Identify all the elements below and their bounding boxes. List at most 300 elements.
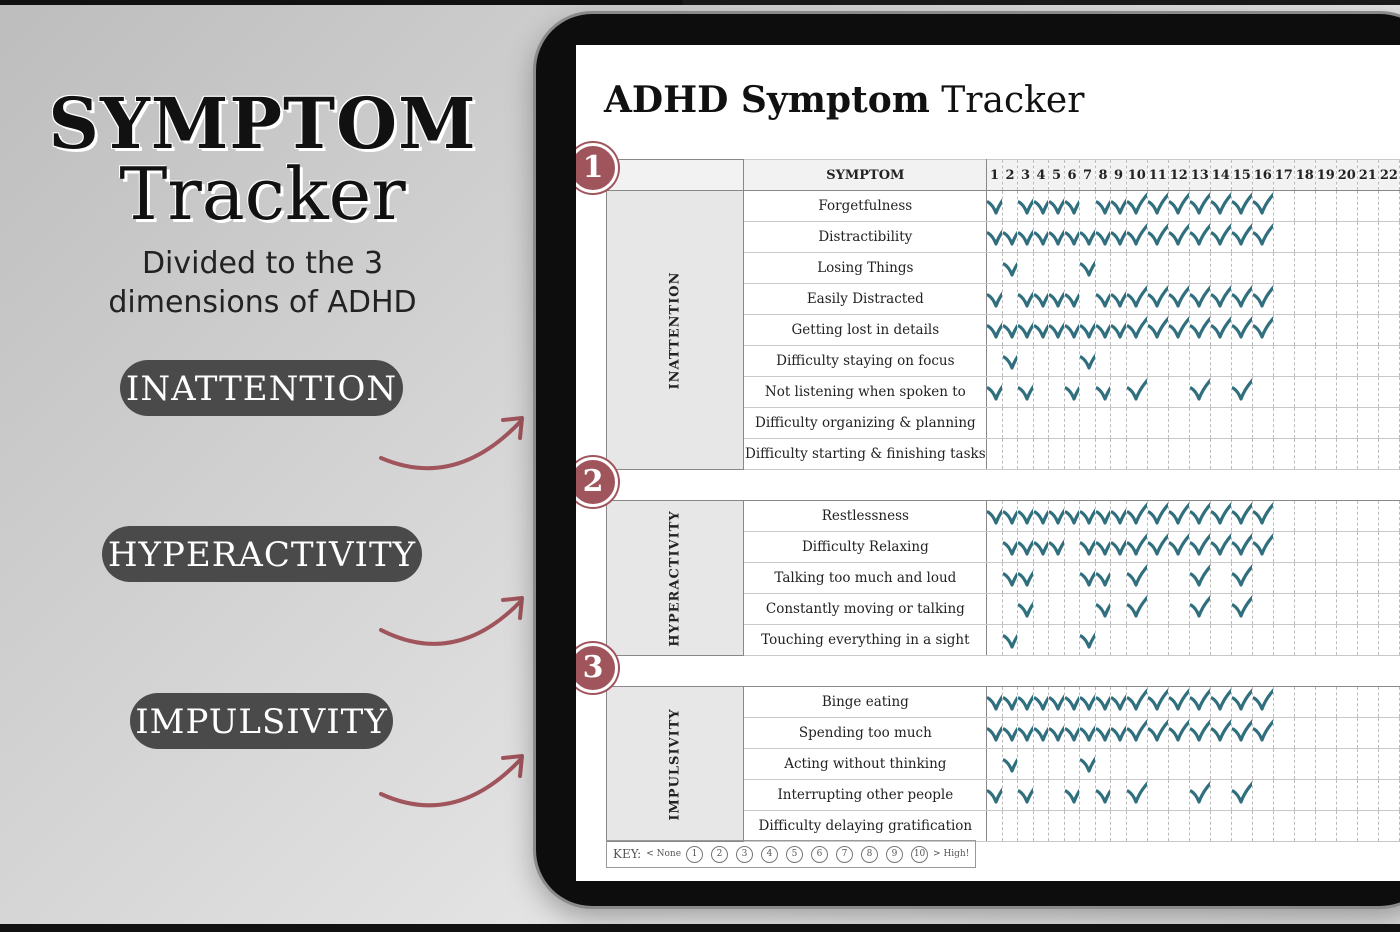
day-cell[interactable] [1002, 563, 1018, 594]
day-cell[interactable] [1126, 594, 1147, 625]
day-cell[interactable] [1273, 749, 1294, 780]
day-cell[interactable] [1273, 532, 1294, 563]
day-cell[interactable] [1002, 594, 1018, 625]
day-cell[interactable] [1357, 377, 1378, 408]
day-cell[interactable] [1168, 749, 1189, 780]
day-cell[interactable] [1049, 532, 1065, 563]
day-cell[interactable] [1336, 718, 1357, 749]
day-cell[interactable] [1273, 811, 1294, 842]
day-cell[interactable] [1064, 687, 1080, 718]
day-cell[interactable] [1033, 315, 1049, 346]
day-cell[interactable] [1378, 594, 1399, 625]
day-cell[interactable] [1080, 625, 1096, 656]
day-cell[interactable] [1033, 222, 1049, 253]
day-cell[interactable] [987, 563, 1003, 594]
day-cell[interactable] [1336, 532, 1357, 563]
day-cell[interactable] [1231, 253, 1252, 284]
day-cell[interactable] [1111, 501, 1127, 532]
day-cell[interactable] [1189, 253, 1210, 284]
day-cell[interactable] [1002, 718, 1018, 749]
day-cell[interactable] [1064, 594, 1080, 625]
day-cell[interactable] [987, 811, 1003, 842]
day-cell[interactable] [1189, 532, 1210, 563]
day-cell[interactable] [1315, 284, 1336, 315]
day-cell[interactable] [1064, 408, 1080, 439]
day-cell[interactable] [1189, 687, 1210, 718]
day-cell[interactable] [1111, 377, 1127, 408]
day-cell[interactable] [1315, 687, 1336, 718]
day-cell[interactable] [1378, 563, 1399, 594]
day-cell[interactable] [1168, 780, 1189, 811]
day-cell[interactable] [1049, 563, 1065, 594]
day-cell[interactable] [1378, 532, 1399, 563]
day-cell[interactable] [1095, 718, 1111, 749]
day-cell[interactable] [1336, 563, 1357, 594]
day-cell[interactable] [1002, 315, 1018, 346]
day-cell[interactable] [1231, 408, 1252, 439]
day-cell[interactable] [987, 346, 1003, 377]
day-cell[interactable] [1231, 594, 1252, 625]
day-cell[interactable] [1189, 377, 1210, 408]
day-cell[interactable] [1294, 191, 1315, 222]
day-cell[interactable] [1049, 687, 1065, 718]
day-cell[interactable] [1126, 222, 1147, 253]
day-cell[interactable] [1080, 532, 1096, 563]
day-cell[interactable] [1357, 408, 1378, 439]
day-cell[interactable] [1189, 315, 1210, 346]
day-cell[interactable] [1049, 315, 1065, 346]
day-cell[interactable] [1049, 749, 1065, 780]
day-cell[interactable] [1049, 222, 1065, 253]
day-cell[interactable] [1049, 253, 1065, 284]
day-cell[interactable] [1147, 284, 1168, 315]
day-cell[interactable] [1252, 501, 1273, 532]
day-cell[interactable] [1147, 594, 1168, 625]
day-cell[interactable] [1168, 625, 1189, 656]
day-cell[interactable] [1126, 718, 1147, 749]
day-cell[interactable] [1189, 594, 1210, 625]
day-cell[interactable] [1095, 811, 1111, 842]
day-cell[interactable] [1095, 191, 1111, 222]
day-cell[interactable] [1252, 563, 1273, 594]
day-cell[interactable] [1126, 749, 1147, 780]
day-cell[interactable] [1111, 625, 1127, 656]
day-cell[interactable] [1231, 625, 1252, 656]
day-cell[interactable] [1231, 811, 1252, 842]
day-cell[interactable] [1336, 439, 1357, 470]
day-cell[interactable] [1378, 284, 1399, 315]
day-cell[interactable] [1049, 284, 1065, 315]
day-cell[interactable] [1095, 687, 1111, 718]
day-cell[interactable] [1189, 408, 1210, 439]
day-cell[interactable] [1231, 191, 1252, 222]
day-cell[interactable] [1080, 811, 1096, 842]
day-cell[interactable] [1168, 408, 1189, 439]
day-cell[interactable] [1126, 811, 1147, 842]
day-cell[interactable] [1033, 594, 1049, 625]
day-cell[interactable] [1378, 780, 1399, 811]
day-cell[interactable] [1111, 191, 1127, 222]
day-cell[interactable] [1378, 749, 1399, 780]
day-cell[interactable] [1002, 501, 1018, 532]
day-cell[interactable] [1080, 408, 1096, 439]
day-cell[interactable] [1147, 687, 1168, 718]
day-cell[interactable] [1357, 284, 1378, 315]
day-cell[interactable] [1210, 625, 1231, 656]
day-cell[interactable] [1336, 315, 1357, 346]
day-cell[interactable] [1294, 408, 1315, 439]
day-cell[interactable] [1080, 191, 1096, 222]
day-cell[interactable] [1018, 563, 1034, 594]
day-cell[interactable] [1064, 253, 1080, 284]
day-cell[interactable] [1111, 718, 1127, 749]
day-cell[interactable] [1336, 625, 1357, 656]
day-cell[interactable] [1273, 346, 1294, 377]
day-cell[interactable] [1252, 687, 1273, 718]
day-cell[interactable] [1002, 377, 1018, 408]
day-cell[interactable] [1378, 501, 1399, 532]
day-cell[interactable] [1189, 811, 1210, 842]
day-cell[interactable] [1168, 439, 1189, 470]
day-cell[interactable] [1033, 718, 1049, 749]
day-cell[interactable] [1315, 594, 1336, 625]
day-cell[interactable] [1095, 501, 1111, 532]
day-cell[interactable] [1033, 253, 1049, 284]
day-cell[interactable] [1018, 346, 1034, 377]
day-cell[interactable] [1111, 315, 1127, 346]
day-cell[interactable] [1002, 780, 1018, 811]
day-cell[interactable] [987, 501, 1003, 532]
day-cell[interactable] [1378, 377, 1399, 408]
day-cell[interactable] [1294, 563, 1315, 594]
day-cell[interactable] [1111, 222, 1127, 253]
day-cell[interactable] [1357, 594, 1378, 625]
day-cell[interactable] [1336, 284, 1357, 315]
day-cell[interactable] [1315, 718, 1336, 749]
day-cell[interactable] [1095, 346, 1111, 377]
day-cell[interactable] [987, 780, 1003, 811]
day-cell[interactable] [1126, 439, 1147, 470]
day-cell[interactable] [1018, 501, 1034, 532]
day-cell[interactable] [1168, 501, 1189, 532]
day-cell[interactable] [1111, 253, 1127, 284]
day-cell[interactable] [1147, 377, 1168, 408]
day-cell[interactable] [1210, 191, 1231, 222]
day-cell[interactable] [1378, 408, 1399, 439]
day-cell[interactable] [1336, 408, 1357, 439]
day-cell[interactable] [1252, 253, 1273, 284]
day-cell[interactable] [1095, 377, 1111, 408]
day-cell[interactable] [1064, 780, 1080, 811]
day-cell[interactable] [1147, 346, 1168, 377]
day-cell[interactable] [1315, 315, 1336, 346]
day-cell[interactable] [1018, 532, 1034, 563]
day-cell[interactable] [1147, 222, 1168, 253]
day-cell[interactable] [1294, 780, 1315, 811]
day-cell[interactable] [1294, 594, 1315, 625]
day-cell[interactable] [1111, 284, 1127, 315]
day-cell[interactable] [1252, 749, 1273, 780]
day-cell[interactable] [1002, 439, 1018, 470]
day-cell[interactable] [1357, 253, 1378, 284]
day-cell[interactable] [1294, 811, 1315, 842]
day-cell[interactable] [1111, 439, 1127, 470]
day-cell[interactable] [1064, 315, 1080, 346]
day-cell[interactable] [1002, 687, 1018, 718]
day-cell[interactable] [1273, 222, 1294, 253]
day-cell[interactable] [1049, 594, 1065, 625]
day-cell[interactable] [1273, 780, 1294, 811]
day-cell[interactable] [1357, 780, 1378, 811]
day-cell[interactable] [1294, 439, 1315, 470]
day-cell[interactable] [1002, 532, 1018, 563]
day-cell[interactable] [1336, 377, 1357, 408]
day-cell[interactable] [1049, 501, 1065, 532]
day-cell[interactable] [1336, 191, 1357, 222]
day-cell[interactable] [1147, 315, 1168, 346]
day-cell[interactable] [1111, 687, 1127, 718]
day-cell[interactable] [1147, 253, 1168, 284]
day-cell[interactable] [1168, 222, 1189, 253]
day-cell[interactable] [1168, 346, 1189, 377]
day-cell[interactable] [1033, 284, 1049, 315]
day-cell[interactable] [1189, 284, 1210, 315]
day-cell[interactable] [1273, 253, 1294, 284]
day-cell[interactable] [1064, 346, 1080, 377]
day-cell[interactable] [1252, 315, 1273, 346]
day-cell[interactable] [1080, 749, 1096, 780]
day-cell[interactable] [1336, 346, 1357, 377]
day-cell[interactable] [1210, 315, 1231, 346]
day-cell[interactable] [1315, 191, 1336, 222]
day-cell[interactable] [1210, 718, 1231, 749]
day-cell[interactable] [1231, 563, 1252, 594]
day-cell[interactable] [1357, 625, 1378, 656]
day-cell[interactable] [1095, 625, 1111, 656]
day-cell[interactable] [1002, 749, 1018, 780]
day-cell[interactable] [1033, 780, 1049, 811]
day-cell[interactable] [1126, 687, 1147, 718]
day-cell[interactable] [1315, 532, 1336, 563]
day-cell[interactable] [1147, 439, 1168, 470]
day-cell[interactable] [1111, 532, 1127, 563]
day-cell[interactable] [1294, 377, 1315, 408]
day-cell[interactable] [1336, 594, 1357, 625]
day-cell[interactable] [987, 191, 1003, 222]
day-cell[interactable] [1033, 625, 1049, 656]
day-cell[interactable] [1315, 780, 1336, 811]
day-cell[interactable] [1049, 191, 1065, 222]
day-cell[interactable] [1273, 191, 1294, 222]
day-cell[interactable] [1002, 284, 1018, 315]
day-cell[interactable] [1095, 253, 1111, 284]
day-cell[interactable] [1147, 780, 1168, 811]
day-cell[interactable] [1080, 718, 1096, 749]
day-cell[interactable] [1357, 315, 1378, 346]
day-cell[interactable] [1378, 315, 1399, 346]
day-cell[interactable] [1336, 501, 1357, 532]
day-cell[interactable] [1315, 811, 1336, 842]
day-cell[interactable] [1294, 749, 1315, 780]
day-cell[interactable] [1111, 749, 1127, 780]
day-cell[interactable] [1168, 284, 1189, 315]
day-cell[interactable] [1080, 346, 1096, 377]
day-cell[interactable] [1095, 408, 1111, 439]
day-cell[interactable] [1189, 749, 1210, 780]
day-cell[interactable] [1126, 253, 1147, 284]
day-cell[interactable] [1147, 408, 1168, 439]
day-cell[interactable] [1294, 222, 1315, 253]
day-cell[interactable] [1273, 563, 1294, 594]
day-cell[interactable] [1273, 718, 1294, 749]
day-cell[interactable] [1002, 408, 1018, 439]
day-cell[interactable] [1033, 811, 1049, 842]
day-cell[interactable] [1018, 687, 1034, 718]
day-cell[interactable] [1018, 594, 1034, 625]
day-cell[interactable] [1095, 532, 1111, 563]
day-cell[interactable] [1357, 346, 1378, 377]
day-cell[interactable] [1033, 377, 1049, 408]
day-cell[interactable] [1126, 191, 1147, 222]
day-cell[interactable] [1126, 780, 1147, 811]
day-cell[interactable] [1273, 625, 1294, 656]
day-cell[interactable] [1231, 284, 1252, 315]
day-cell[interactable] [1033, 408, 1049, 439]
day-cell[interactable] [1168, 594, 1189, 625]
day-cell[interactable] [1002, 346, 1018, 377]
day-cell[interactable] [1126, 284, 1147, 315]
day-cell[interactable] [1210, 408, 1231, 439]
day-cell[interactable] [1126, 315, 1147, 346]
day-cell[interactable] [1095, 594, 1111, 625]
day-cell[interactable] [1210, 284, 1231, 315]
day-cell[interactable] [1273, 594, 1294, 625]
day-cell[interactable] [1357, 191, 1378, 222]
day-cell[interactable] [1018, 284, 1034, 315]
day-cell[interactable] [1168, 563, 1189, 594]
day-cell[interactable] [1080, 377, 1096, 408]
day-cell[interactable] [1315, 501, 1336, 532]
day-cell[interactable] [1147, 811, 1168, 842]
day-cell[interactable] [1080, 594, 1096, 625]
day-cell[interactable] [1294, 532, 1315, 563]
day-cell[interactable] [1294, 346, 1315, 377]
day-cell[interactable] [1049, 780, 1065, 811]
day-cell[interactable] [1252, 222, 1273, 253]
day-cell[interactable] [1315, 377, 1336, 408]
day-cell[interactable] [1231, 315, 1252, 346]
day-cell[interactable] [987, 315, 1003, 346]
day-cell[interactable] [1336, 749, 1357, 780]
day-cell[interactable] [1018, 718, 1034, 749]
day-cell[interactable] [1315, 749, 1336, 780]
day-cell[interactable] [1252, 780, 1273, 811]
day-cell[interactable] [1294, 284, 1315, 315]
day-cell[interactable] [1064, 377, 1080, 408]
day-cell[interactable] [1336, 687, 1357, 718]
day-cell[interactable] [1210, 687, 1231, 718]
day-cell[interactable] [1018, 377, 1034, 408]
day-cell[interactable] [1147, 532, 1168, 563]
day-cell[interactable] [1080, 222, 1096, 253]
day-cell[interactable] [1147, 625, 1168, 656]
day-cell[interactable] [1357, 718, 1378, 749]
day-cell[interactable] [1095, 315, 1111, 346]
day-cell[interactable] [1294, 625, 1315, 656]
day-cell[interactable] [1018, 780, 1034, 811]
day-cell[interactable] [1189, 439, 1210, 470]
day-cell[interactable] [1378, 718, 1399, 749]
day-cell[interactable] [987, 222, 1003, 253]
day-cell[interactable] [1378, 625, 1399, 656]
day-cell[interactable] [1315, 625, 1336, 656]
day-cell[interactable] [1126, 377, 1147, 408]
day-cell[interactable] [1210, 501, 1231, 532]
day-cell[interactable] [1033, 687, 1049, 718]
day-cell[interactable] [1315, 222, 1336, 253]
day-cell[interactable] [1294, 718, 1315, 749]
day-cell[interactable] [1049, 346, 1065, 377]
day-cell[interactable] [1357, 563, 1378, 594]
day-cell[interactable] [1357, 687, 1378, 718]
day-cell[interactable] [1315, 439, 1336, 470]
day-cell[interactable] [1002, 222, 1018, 253]
day-cell[interactable] [1049, 625, 1065, 656]
day-cell[interactable] [1378, 346, 1399, 377]
day-cell[interactable] [1111, 594, 1127, 625]
day-cell[interactable] [1064, 501, 1080, 532]
day-cell[interactable] [1064, 749, 1080, 780]
day-cell[interactable] [1111, 780, 1127, 811]
day-cell[interactable] [1147, 191, 1168, 222]
day-cell[interactable] [1252, 191, 1273, 222]
day-cell[interactable] [987, 439, 1003, 470]
day-cell[interactable] [987, 253, 1003, 284]
day-cell[interactable] [1111, 408, 1127, 439]
day-cell[interactable] [1315, 253, 1336, 284]
day-cell[interactable] [1378, 439, 1399, 470]
day-cell[interactable] [987, 284, 1003, 315]
day-cell[interactable] [1378, 687, 1399, 718]
day-cell[interactable] [1002, 811, 1018, 842]
day-cell[interactable] [1033, 749, 1049, 780]
day-cell[interactable] [1357, 501, 1378, 532]
day-cell[interactable] [987, 408, 1003, 439]
day-cell[interactable] [1126, 563, 1147, 594]
day-cell[interactable] [1168, 718, 1189, 749]
day-cell[interactable] [1080, 253, 1096, 284]
day-cell[interactable] [1064, 222, 1080, 253]
day-cell[interactable] [1357, 811, 1378, 842]
day-cell[interactable] [1189, 191, 1210, 222]
day-cell[interactable] [1336, 222, 1357, 253]
day-cell[interactable] [1002, 191, 1018, 222]
day-cell[interactable] [1033, 439, 1049, 470]
day-cell[interactable] [987, 532, 1003, 563]
day-cell[interactable] [1111, 346, 1127, 377]
day-cell[interactable] [1002, 253, 1018, 284]
day-cell[interactable] [1210, 346, 1231, 377]
day-cell[interactable] [1018, 253, 1034, 284]
day-cell[interactable] [1126, 408, 1147, 439]
day-cell[interactable] [1210, 594, 1231, 625]
day-cell[interactable] [1080, 780, 1096, 811]
day-cell[interactable] [1168, 532, 1189, 563]
day-cell[interactable] [1189, 780, 1210, 811]
day-cell[interactable] [1336, 780, 1357, 811]
day-cell[interactable] [1378, 222, 1399, 253]
day-cell[interactable] [1273, 315, 1294, 346]
